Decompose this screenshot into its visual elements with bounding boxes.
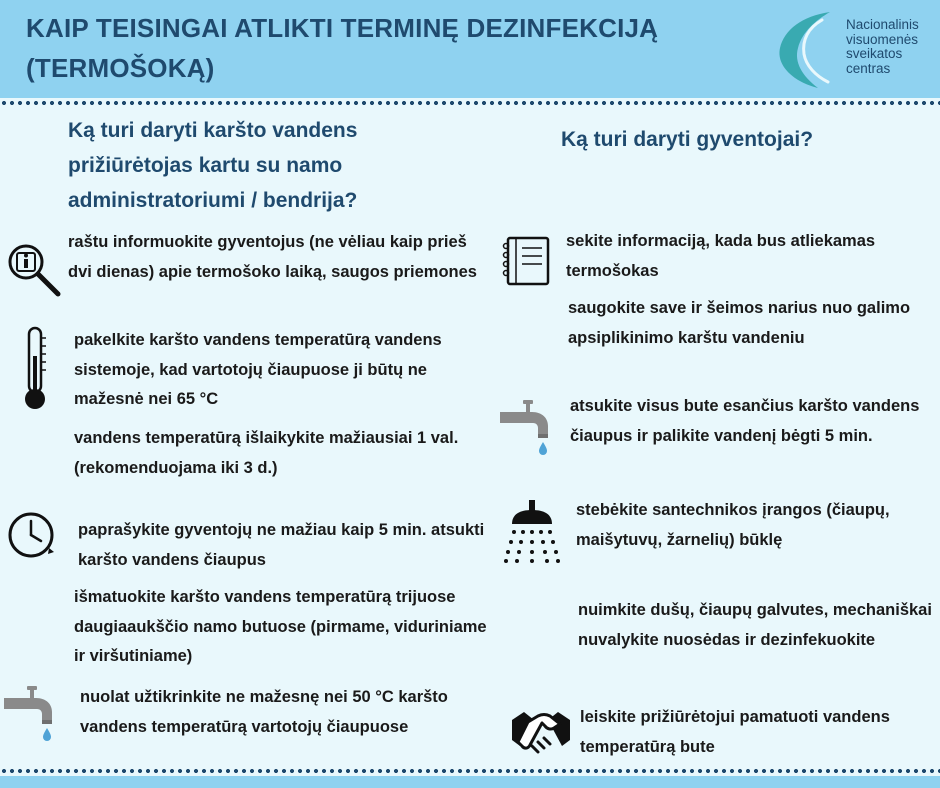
faucet-icon (2, 682, 64, 744)
info-magnifier-icon (4, 240, 66, 302)
nvsc-logo-icon (772, 6, 842, 96)
left-item-ensure-temperature: nuolat užtikrinkite ne mažesnę nei 50 °C karšto vandens temperatūrą vartotojų čiaupuose (80, 688, 448, 736)
left-item-maintain-temperature: vandens temperatūrą išlaikykite mažiausiai 1 val. (rekomenduojama iki 3 d.) (74, 429, 459, 477)
logo-text (846, 18, 938, 76)
notebook-icon (500, 236, 552, 286)
right-item-open-taps: atsukite visus bute esančius karšto vandens čiaupus ir palikite vandenį bėgti 5 min. (570, 397, 920, 445)
right-item-follow-info: sekite informaciją, kada bus atliekamas termošokas (566, 232, 876, 280)
logo-line: Nacionalinis (846, 17, 919, 32)
logo-line: visuomenės (846, 31, 919, 47)
right-item-allow-measurement: leiskite prižiūrėtojui pamatuoti vandens temperatūrą bute (580, 708, 890, 756)
handshake-icon (508, 706, 574, 762)
shower-icon (504, 498, 560, 564)
faucet-icon (498, 396, 560, 458)
clock-icon (6, 510, 58, 562)
left-item-inform: raštu informuokite gyventojus (ne vėliau kaip prieš dvi dienas) apie termošoko laiką, saugos priemones (68, 233, 477, 281)
page-title: KAIP TEISINGAI ATLIKTI TERMINĘ DEZINFEKCIJĄ (TERMOŠOKĄ) (26, 13, 659, 83)
right-item-protect: saugokite save ir šeimos narius nuo galimo apsiplikinimo karštu vandeniu (568, 299, 911, 347)
right-item-clean-heads: nuimkite dušų, čiaupų galvutes, mechaniškai nuvalykite nuosėdas ir dezinfekuokite (578, 601, 932, 649)
right-column-heading: Ką turi daryti gyventojai? (561, 128, 814, 151)
dotted-divider-bottom (0, 768, 940, 774)
dotted-divider-top (0, 100, 940, 106)
left-item-raise-temperature: pakelkite karšto vandens temperatūrą vandens sistemoje, kad vartotojų čiaupuose ji būtų ne mažesnė nei 65 °C (74, 331, 442, 408)
logo-line: sveikatos (846, 46, 903, 61)
logo-line: centras (846, 60, 891, 76)
footer-band (0, 776, 940, 788)
thermometer-icon (20, 326, 50, 412)
left-item-ask-residents: paprašykite gyventojų ne mažiau kaip 5 min. atsukti karšto vandens čiaupus (78, 521, 485, 569)
right-item-check-plumbing: stebėkite santechnikos įrangos (čiaupų, maišytuvų, žarnelių) būklę (576, 501, 890, 549)
left-item-measure: išmatuokite karšto vandens temperatūrą trijuose daugiaaukščio namo butuose (pirmame, viduriniame ir viršutiniame) (74, 588, 487, 665)
left-column-heading: Ką turi daryti karšto vandens prižiūrėtojas kartu su namo administratoriumi / bendrija? (68, 119, 358, 212)
